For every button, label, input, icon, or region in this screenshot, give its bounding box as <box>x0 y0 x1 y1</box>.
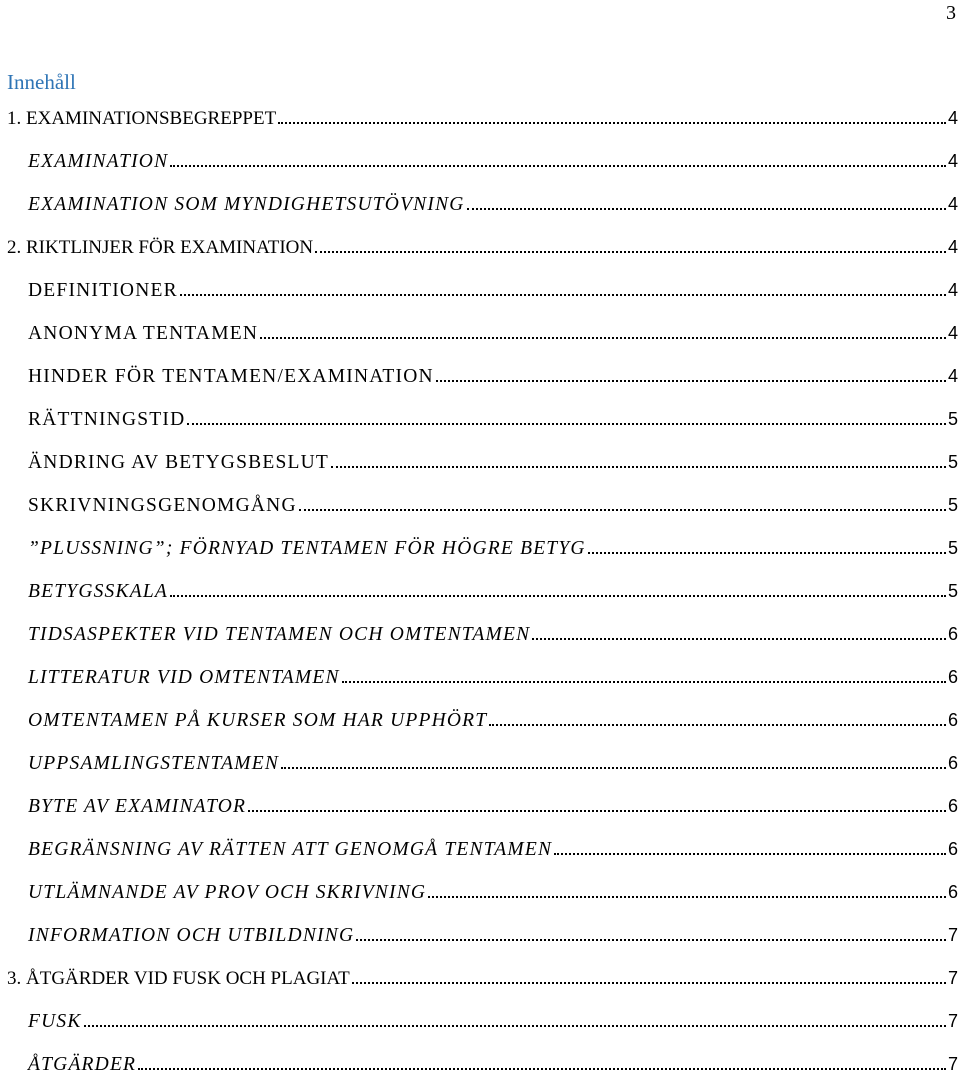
toc-entry-label: 1. EXAMINATIONSBEGREPPET <box>7 108 277 129</box>
toc-entry-label: EXAMINATION <box>28 151 169 172</box>
dot-leader <box>342 681 946 683</box>
toc-entry[interactable] <box>0 103 958 146</box>
toc-entry[interactable] <box>0 619 958 662</box>
toc-entry[interactable] <box>0 963 958 1006</box>
dot-leader <box>180 294 946 296</box>
toc-entry[interactable] <box>0 533 958 576</box>
toc-entry-page: 7 <box>947 1011 958 1031</box>
toc-entry[interactable] <box>0 576 958 619</box>
toc-entry-page: 4 <box>947 323 958 343</box>
dot-leader <box>138 1068 946 1070</box>
toc-entry-label: LITTERATUR VID OMTENTAMEN <box>28 667 340 688</box>
toc-entry-label: ÄNDRING AV BETYGSBESLUT <box>28 452 329 473</box>
toc-entry-label: ANONYMA TENTAMEN <box>28 323 259 344</box>
toc-entry-page: 5 <box>947 495 958 515</box>
toc-entry[interactable] <box>0 748 958 791</box>
toc-entry-page: 6 <box>947 624 958 644</box>
dot-leader <box>84 1025 946 1027</box>
dot-leader <box>489 724 946 726</box>
toc-entry-label: BETYGSSKALA <box>28 581 168 602</box>
toc-entry[interactable] <box>0 447 958 490</box>
toc-entry-label: HINDER FÖR TENTAMEN/EXAMINATION <box>28 366 434 387</box>
toc-entry[interactable] <box>0 791 958 834</box>
toc-entry-label: UTLÄMNANDE AV PROV OCH SKRIVNING <box>28 882 427 903</box>
table-of-contents <box>0 103 958 1092</box>
toc-entry-page: 7 <box>947 925 958 945</box>
dot-leader <box>170 595 946 597</box>
dot-leader <box>281 767 946 769</box>
toc-entry[interactable] <box>0 705 958 748</box>
toc-entry[interactable] <box>0 361 958 404</box>
toc-entry-page: 6 <box>947 796 958 816</box>
dot-leader <box>467 208 946 210</box>
toc-entry[interactable] <box>0 834 958 877</box>
dot-leader <box>315 251 946 253</box>
toc-entry-label: RÄTTNINGSTID <box>28 409 186 430</box>
toc-entry-label: DEFINITIONER <box>28 280 178 301</box>
toc-entry-page: 6 <box>947 710 958 730</box>
toc-entry-page: 7 <box>947 1054 958 1074</box>
toc-entry-label: FUSK <box>28 1011 82 1032</box>
dot-leader <box>554 853 946 855</box>
toc-entry-label: SKRIVNINGSGENOMGÅNG <box>28 495 297 516</box>
toc-entry[interactable] <box>0 404 958 447</box>
page-number: 3 <box>946 2 956 24</box>
dot-leader <box>278 122 946 124</box>
toc-entry-label: 2. RIKTLINJER FÖR EXAMINATION <box>7 237 314 258</box>
toc-entry-label: OMTENTAMEN PÅ KURSER SOM HAR UPPHÖRT <box>28 710 488 731</box>
toc-entry-label: EXAMINATION SOM MYNDIGHETSUTÖVNING <box>28 194 465 215</box>
toc-entry-page: 5 <box>947 538 958 558</box>
toc-entry[interactable] <box>0 275 958 318</box>
dot-leader <box>356 939 946 941</box>
toc-entry-page: 5 <box>947 581 958 601</box>
dot-leader <box>352 982 946 984</box>
toc-entry-page: 4 <box>947 108 958 128</box>
toc-entry-page: 5 <box>947 452 958 472</box>
toc-entry-page: 4 <box>947 280 958 300</box>
dot-leader <box>170 165 946 167</box>
dot-leader <box>187 423 946 425</box>
dot-leader <box>331 466 946 468</box>
toc-entry[interactable] <box>0 490 958 533</box>
toc-entry[interactable] <box>0 877 958 920</box>
toc-entry-label: TIDSASPEKTER VID TENTAMEN OCH OMTENTAMEN <box>28 624 531 645</box>
toc-entry-label: BYTE AV EXAMINATOR <box>28 796 247 817</box>
toc-entry-label: ÅTGÄRDER <box>28 1054 137 1075</box>
toc-entry[interactable] <box>0 662 958 705</box>
toc-entry[interactable] <box>0 318 958 361</box>
toc-entry-page: 6 <box>947 882 958 902</box>
toc-entry[interactable] <box>0 189 958 232</box>
toc-entry-page: 4 <box>947 237 958 257</box>
toc-entry-page: 5 <box>947 409 958 429</box>
toc-entry-page: 6 <box>947 839 958 859</box>
toc-entry-label: UPPSAMLINGSTENTAMEN <box>28 753 280 774</box>
toc-entry-page: 7 <box>947 968 958 988</box>
toc-entry-page: 6 <box>947 753 958 773</box>
toc-entry[interactable] <box>0 1049 958 1092</box>
toc-entry-label: INFORMATION OCH UTBILDNING <box>28 925 355 946</box>
toc-heading: Innehåll <box>7 70 76 94</box>
dot-leader <box>588 552 946 554</box>
toc-entry-label: ”PLUSSNING”; FÖRNYAD TENTAMEN FÖR HÖGRE BETYG <box>28 538 586 559</box>
dot-leader <box>436 380 946 382</box>
toc-entry-page: 4 <box>947 151 958 171</box>
toc-entry-page: 4 <box>947 194 958 214</box>
dot-leader <box>260 337 946 339</box>
toc-entry[interactable] <box>0 1006 958 1049</box>
toc-entry-page: 4 <box>947 366 958 386</box>
dot-leader <box>532 638 946 640</box>
toc-entry[interactable] <box>0 920 958 963</box>
toc-entry[interactable] <box>0 146 958 189</box>
dot-leader <box>428 896 946 898</box>
dot-leader <box>299 509 946 511</box>
toc-entry[interactable] <box>0 232 958 275</box>
toc-entry-page: 6 <box>947 667 958 687</box>
dot-leader <box>248 810 946 812</box>
toc-entry-label: BEGRÄNSNING AV RÄTTEN ATT GENOMGÅ TENTAMEN <box>28 839 553 860</box>
toc-entry-label: 3. ÅTGÄRDER VID FUSK OCH PLAGIAT <box>7 968 350 989</box>
